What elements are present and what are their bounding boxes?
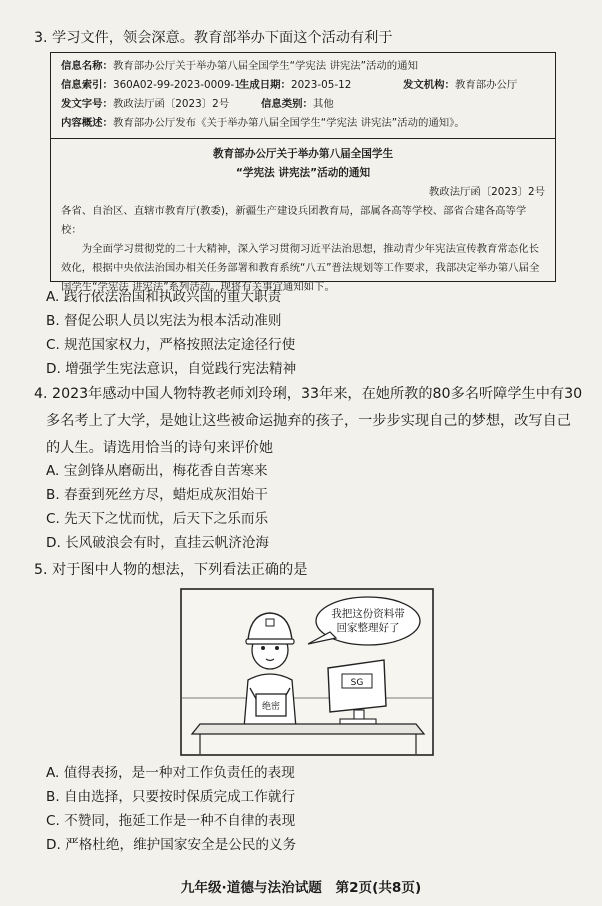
notice-title-line2: “学宪法 讲宪法”活动的通知 — [235, 167, 371, 179]
divider — [51, 138, 555, 139]
q4-option-d[interactable]: D. 长风破浪会有时，直挂云帆济沧海 — [46, 535, 270, 551]
notice-body-line3: 国学生“学宪法 讲宪法”系列活动。现将有关事宜通知如下。 — [61, 281, 335, 293]
notice-addressee: 各省、自治区、直辖市教育厅(教委)，新疆生产建设兵团教育局，部属各高等学校、部省合建各高等学校： — [61, 205, 527, 236]
meta-doc-number: 发文字号：教政法厅函〔2023〕2号 信息类别：其他 — [61, 98, 334, 110]
monitor-label: SG — [350, 678, 364, 688]
notice-body-line2: 效化，根据中央依法治国办相关任务部署和教育系统“八五”普法规划等工作要求，我部决定举办第八届全 — [61, 262, 540, 274]
q5-option-b[interactable]: B. 自由选择，只要按时保质完成工作就行 — [46, 789, 296, 805]
q4-option-a[interactable]: A. 宝剑锋从磨砺出，梅花香自苦寒来 — [46, 463, 268, 479]
q3-option-d[interactable]: D. 增强学生宪法意识，自觉践行宪法精神 — [46, 361, 297, 377]
q5-option-c[interactable]: C. 不赞同，拖延工作是一种不自律的表现 — [46, 813, 296, 829]
page-footer: 九年级·道德与法治试题 第2页(共8页) — [180, 880, 422, 896]
meta-info-name: 信息名称：教育部办公厅关于举办第八届全国学生“学宪法 讲宪法”活动的通知 — [61, 60, 418, 72]
meta-info-index: 信息索引：360A02-99-2023-0009-1 生成日期：2023-05-12 发文机构：教育部办公厅 — [61, 79, 518, 91]
q5-option-a[interactable]: A. 值得表扬，是一种对工作负责任的表现 — [46, 765, 295, 781]
q3-option-b[interactable]: B. 督促公职人员以宪法为根本活动准则 — [46, 313, 282, 329]
q4-option-c[interactable]: C. 先天下之忧而忧，后天下之乐而乐 — [46, 511, 269, 527]
question-4-stem-line1: 4. 2023年感动中国人物特教老师刘玲琍，33年来，在她所教的80多名听障学生中有30 — [34, 386, 583, 402]
notice-doc-number: 教政法厅函〔2023〕2号 — [428, 186, 545, 198]
desk — [192, 724, 424, 734]
question-4-stem-line3: 的人生。请选用恰当的诗句来评价她 — [46, 440, 274, 456]
notice-document-box — [50, 52, 556, 293]
notice-body-line1: 为全面学习贯彻党的二十大精神，深入学习贯彻习近平法治思想，推动青少年宪法宣传教育常态化长 — [81, 243, 539, 255]
folder-label: 绝密 — [261, 702, 281, 712]
q4-option-b[interactable]: B. 春蚕到死丝方尽，蜡炬成灰泪始干 — [46, 487, 268, 503]
q3-option-c[interactable]: C. 规范国家权力，严格按照法定途径行使 — [46, 337, 296, 353]
speech-text-line2: 回家整理好了 — [336, 622, 400, 634]
q3-option-a[interactable]: A. 践行依法治国和执政兴国的重大职责 — [46, 289, 282, 305]
question-3-stem: 3. 学习文件，领会深意。教育部举办下面这个活动有利于 — [34, 30, 393, 46]
question-5-stem: 5. 对于图中人物的想法，下列看法正确的是 — [34, 562, 308, 578]
notice-title-line1: 教育部办公厅关于举办第八届全国学生 — [212, 148, 394, 160]
question-4-stem-line2: 多名考上了大学，是她让这些被命运抛弃的孩子，一步步实现自己的梦想，改写自己 — [46, 413, 571, 429]
q5-option-d[interactable]: D. 严格杜绝，维护国家安全是公民的义务 — [46, 837, 297, 853]
speech-text-line1: 我把这份资料带 — [331, 608, 405, 620]
meta-summary: 内容概述：教育部办公厅发布《关于举办第八届全国学生“学宪法 讲宪法”活动的通知》。 — [61, 117, 465, 129]
cartoon-illustration — [180, 588, 434, 756]
